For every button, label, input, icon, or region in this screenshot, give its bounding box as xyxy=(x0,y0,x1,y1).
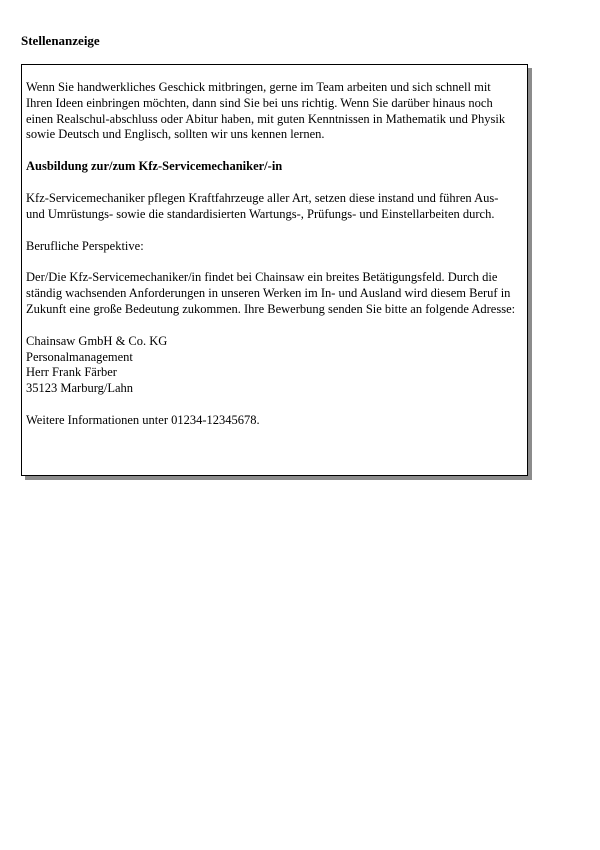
job-ad-box xyxy=(21,64,528,476)
perspective-text: Der/Die Kfz-Servicemechaniker/in findet bei Chainsaw ein breites Betätigungsfeld. Durch die ständig wachsenden Anforderungen in unseren Werken im In- und Ausland wird diesem Beruf in Zukunft eine große Bedeutung zukommen. Ihre Bewerbung senden Sie bitte an folgende Adresse: xyxy=(26,270,516,316)
job-title: Ausbildung zur/zum Kfz-Servicemechaniker/-in xyxy=(26,159,283,174)
address-company: Chainsaw GmbH & Co. KG xyxy=(26,333,168,348)
more-info: Weitere Informationen unter 01234-12345678. xyxy=(26,412,260,427)
address-city: 35123 Marburg/Lahn xyxy=(26,381,134,396)
address-contact: Herr Frank Färber xyxy=(26,365,117,380)
perspective-label: Berufliche Perspektive: xyxy=(26,238,144,253)
page-title: Stellenanzeige xyxy=(21,33,100,48)
address-block xyxy=(26,334,519,397)
address-department: Personalmanagement xyxy=(26,349,133,364)
job-description: Kfz-Servicemechaniker pflegen Kraftfahrzeuge aller Art, setzen diese instand und führen Aus- und Umrüstungs- sowie die standardisierten Wartungs-, Prüfungs- und Einstellarbeiten durch. xyxy=(26,190,499,221)
intro-paragraph: Wenn Sie handwerkliches Geschick mitbringen, gerne im Team arbeiten und sich schnell mit Ihren Ideen einbringen möchten, dann sind Sie bei uns richtig. Wenn Sie darüber hinaus noch einen Realschul-abschluss oder Abitur haben, mit guten Kenntnissen in Mathematik und Physik sowie Deutsch und Englisch, sollten wir uns kennen lernen. xyxy=(26,80,506,142)
